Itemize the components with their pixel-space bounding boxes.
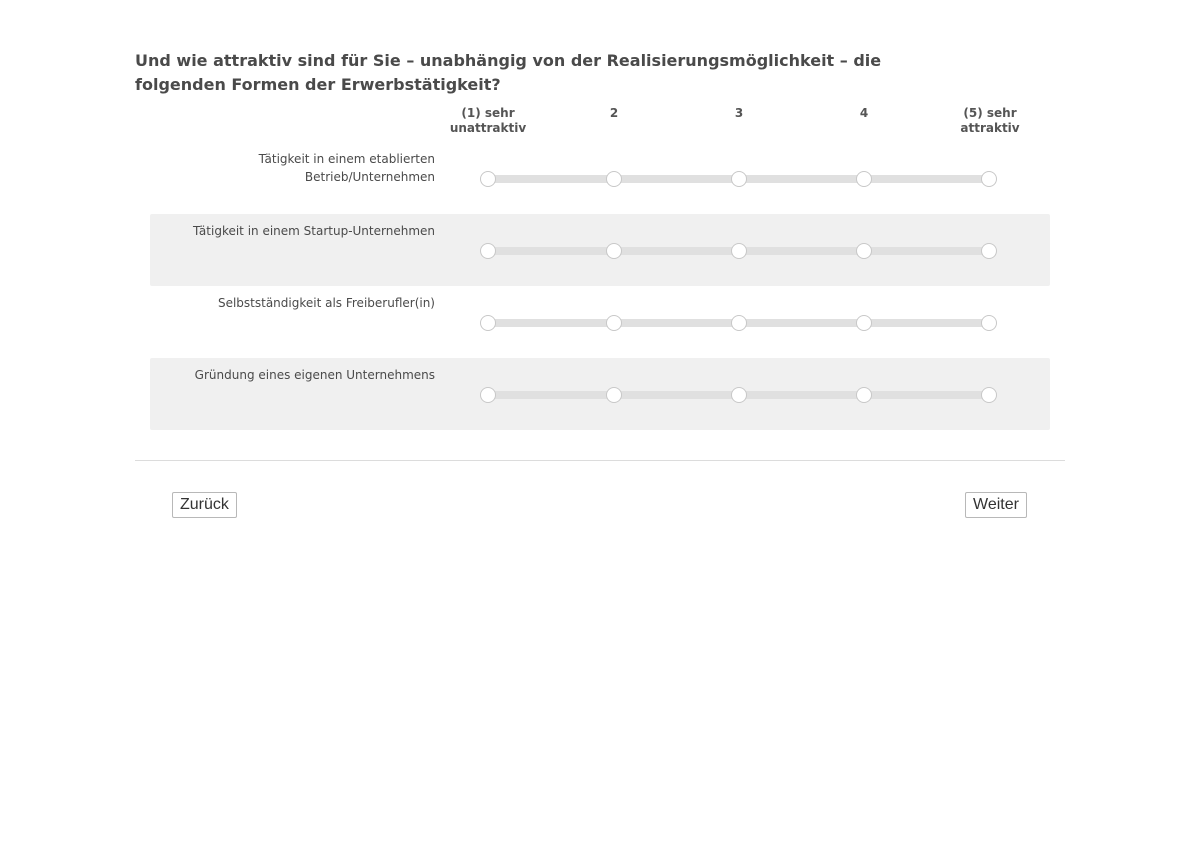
rating-option-5[interactable] <box>981 171 997 187</box>
row-label: Gründung eines eigenen Unternehmens <box>194 368 435 382</box>
scale-label-1: (1) sehr unattraktiv <box>449 106 527 135</box>
matrix-row-own-company <box>150 358 1050 430</box>
section-divider <box>135 460 1065 461</box>
back-button[interactable]: Zurück <box>172 492 237 518</box>
rating-option-3[interactable] <box>731 171 747 187</box>
rating-option-1[interactable] <box>480 171 496 187</box>
rating-option-3[interactable] <box>731 387 747 403</box>
rating-option-2[interactable] <box>606 387 622 403</box>
rating-option-4[interactable] <box>856 171 872 187</box>
matrix-row-startup <box>150 214 1050 286</box>
rating-option-4[interactable] <box>856 387 872 403</box>
next-button[interactable]: Weiter <box>965 492 1027 518</box>
matrix-row-established-company <box>150 142 1050 214</box>
rating-option-5[interactable] <box>981 315 997 331</box>
row-label: Tätigkeit in einem Startup-Unternehmen <box>193 224 435 238</box>
rating-option-4[interactable] <box>856 243 872 259</box>
rating-option-3[interactable] <box>731 243 747 259</box>
scale-label-5: (5) sehr attraktiv <box>960 106 1020 135</box>
row-label: Selbstständigkeit als Freiberufler(in) <box>217 296 435 310</box>
rating-option-2[interactable] <box>606 315 622 331</box>
rating-option-4[interactable] <box>856 315 872 331</box>
row-label: Tätigkeit in einem etablierten Betrieb/Unternehmen <box>258 152 435 184</box>
matrix-row-freelancer <box>150 286 1050 358</box>
rating-option-5[interactable] <box>981 243 997 259</box>
rating-option-2[interactable] <box>606 243 622 259</box>
rating-option-3[interactable] <box>731 315 747 331</box>
scale-label-3: 3 <box>734 106 744 120</box>
rating-option-1[interactable] <box>480 243 496 259</box>
rating-option-1[interactable] <box>480 387 496 403</box>
scale-label-2: 2 <box>609 106 619 120</box>
scale-label-4: 4 <box>859 106 869 120</box>
rating-option-1[interactable] <box>480 315 496 331</box>
question-text: Und wie attraktiv sind für Sie – unabhängig von der Realisierungsmöglichkeit – die folgenden Formen der Erwerbstätigkeit? <box>135 51 882 94</box>
rating-option-5[interactable] <box>981 387 997 403</box>
rating-option-2[interactable] <box>606 171 622 187</box>
